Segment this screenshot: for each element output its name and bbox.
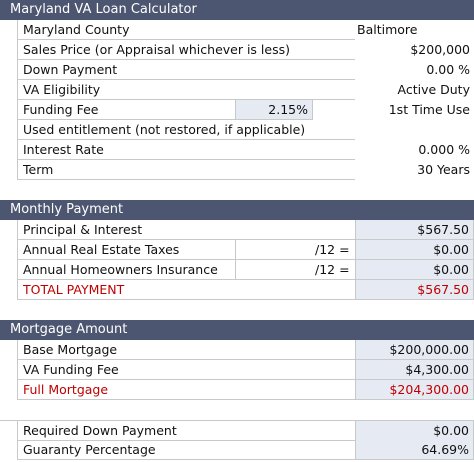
row-principal-interest: [0, 220, 474, 240]
row-down-payment: [0, 60, 474, 80]
down-payment-label: Down Payment: [17, 60, 355, 80]
base-mortgage-value: $200,000.00: [355, 340, 474, 360]
county-select[interactable]: Baltimore: [357, 22, 418, 37]
total-payment-label: TOTAL PAYMENT: [17, 280, 355, 300]
interest-rate-input[interactable]: 0.000 %: [418, 142, 470, 157]
principal-interest-value: $567.50: [355, 220, 474, 240]
total-payment-value: $567.50: [355, 280, 474, 300]
guaranty-percentage-value: 64.69%: [355, 440, 474, 460]
base-mortgage-label: Base Mortgage: [17, 340, 355, 360]
full-mortgage-value: $204,300.00: [355, 380, 474, 400]
term-select[interactable]: 30 Years: [417, 162, 470, 177]
sales-price-input[interactable]: $200,000: [410, 42, 470, 57]
row-county: [0, 20, 474, 40]
row-va-funding-fee: [0, 360, 474, 380]
row-sales-price: [0, 40, 474, 60]
funding-fee-use-select[interactable]: 1st Time Use: [388, 102, 470, 117]
row-term: [0, 160, 474, 180]
calculator-title: Maryland VA Loan Calculator: [0, 0, 474, 20]
row-funding-fee: [0, 100, 474, 120]
sales-price-label: Sales Price (or Appraisal whichever is less): [17, 40, 355, 60]
row-real-estate-taxes: [0, 240, 474, 260]
homeowners-insurance-divisor: /12 =: [313, 260, 355, 280]
principal-interest-label: Principal & Interest: [17, 220, 355, 240]
used-entitlement-label: Used entitlement (not restored, if applicable): [17, 120, 355, 140]
required-down-payment-label: Required Down Payment: [17, 421, 355, 441]
va-funding-fee-label: VA Funding Fee: [17, 360, 355, 380]
row-base-mortgage: [0, 340, 474, 360]
row-required-down-payment: [0, 420, 474, 440]
funding-fee-label: Funding Fee: [17, 100, 235, 120]
county-label: Maryland County: [17, 20, 355, 40]
row-homeowners-insurance: [0, 260, 474, 280]
real-estate-taxes-divisor: /12 =: [313, 240, 355, 260]
guaranty-percentage-label: Guaranty Percentage: [17, 440, 355, 460]
down-payment-input[interactable]: 0.00 %: [426, 62, 470, 77]
homeowners-insurance-input[interactable]: [235, 260, 313, 280]
used-entitlement-input[interactable]: [355, 120, 474, 140]
va-eligibility-select[interactable]: Active Duty: [397, 82, 470, 97]
real-estate-taxes-input[interactable]: [235, 240, 313, 260]
funding-fee-rate: 2.15%: [235, 100, 313, 120]
row-used-entitlement: [0, 120, 474, 140]
real-estate-taxes-label: Annual Real Estate Taxes: [17, 240, 235, 260]
va-funding-fee-value: $4,300.00: [355, 360, 474, 380]
row-interest-rate: [0, 140, 474, 160]
row-total-payment: [0, 280, 474, 300]
row-full-mortgage: [0, 380, 474, 400]
real-estate-taxes-value: $0.00: [355, 240, 474, 260]
homeowners-insurance-value: $0.00: [355, 260, 474, 280]
row-va-eligibility: [0, 80, 474, 100]
homeowners-insurance-label: Annual Homeowners Insurance: [17, 260, 235, 280]
monthly-payment-header: Monthly Payment: [0, 200, 474, 220]
full-mortgage-label: Full Mortgage: [17, 380, 355, 400]
mortgage-amount-header: Mortgage Amount: [0, 320, 474, 340]
interest-rate-label: Interest Rate: [17, 140, 355, 160]
term-label: Term: [17, 160, 355, 180]
row-guaranty-percentage: [0, 440, 474, 460]
required-down-payment-value: $0.00: [355, 421, 474, 441]
va-eligibility-label: VA Eligibility: [17, 80, 355, 100]
